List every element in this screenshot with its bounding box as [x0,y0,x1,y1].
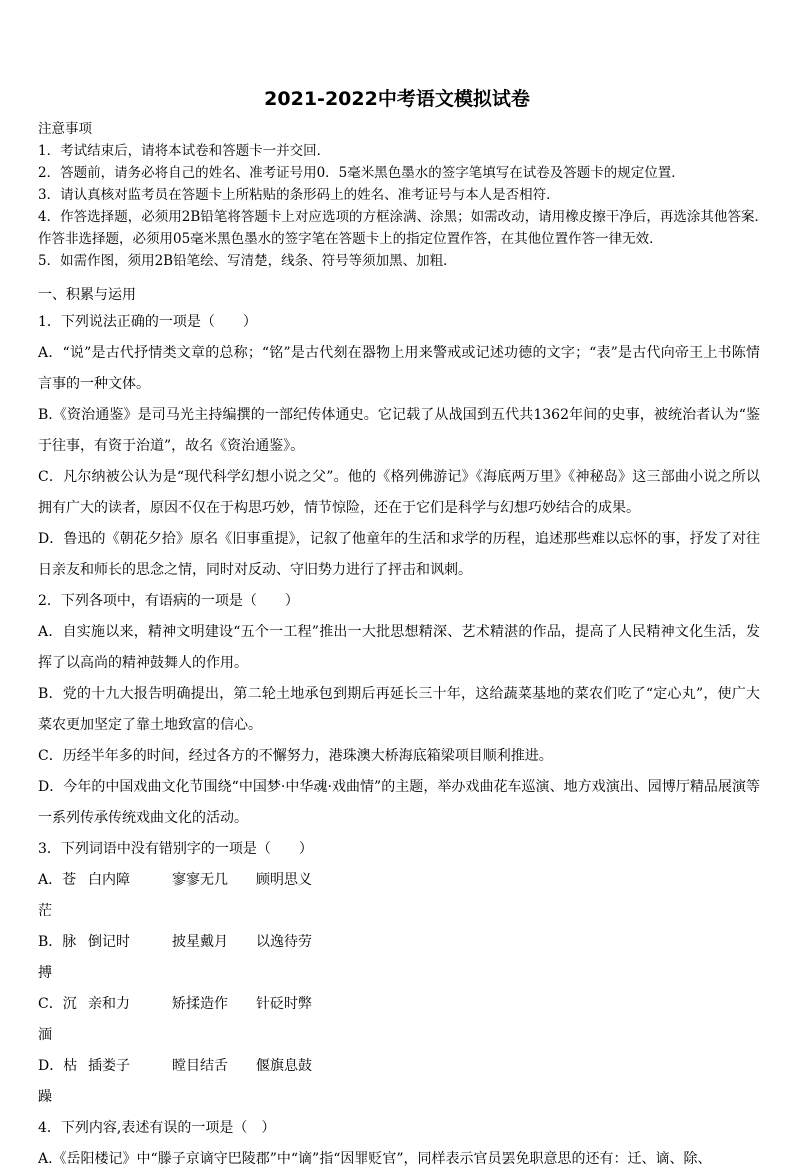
word-item: 顾明思义 [256,872,312,888]
question-option: A．“说”是古代抒情类文章的总称；“铭”是古代刻在器物上用来警戒或记述功德的文字；“表”是古代向帝王上书陈情言事的一种文体。 [38,345,760,392]
question-option: A．自实施以来，精神文明建设“五个一工程”推出一大批思想精深、艺术精湛的作品，提高了人民精神文化生活，发挥了以高尚的精神鼓舞人的作用。 [38,624,760,671]
section-heading: 一、积累与运用 [38,287,136,303]
word-option-label: B．脉搏 [38,934,77,981]
question-option: D．鲁迅的《朝花夕拾》原名《旧事重提》，记叙了他童年的生活和求学的历程，追述那些难以忘怀的事，抒发了对往日亲友和师长的思念之情，同时对反动、守旧势力进行了抨击和讽刺。 [38,531,760,578]
word-item: 针砭时弊 [256,996,312,1012]
word-item: 披星戴月 [172,934,228,950]
question-stem: 4．下列内容,表述有误的一项是（ ） [38,1120,276,1136]
word-item: 偃旗息鼓 [256,1058,312,1074]
question-option: B.《资治通鉴》是司马光主持编撰的一部纪传体通史。它记载了从战国到五代共1362年间的史事，被统治者认为“鉴于往事，有资于治道”，故名《资治通鉴》。 [38,407,760,454]
word-option-label: D．枯躁 [38,1058,78,1105]
notice-item: 3．请认真核对监考员在答题卡上所粘贴的条形码上的姓名、准考证号与本人是否相符． [38,187,560,203]
word-option-row [38,989,760,1051]
word-option-row [38,865,760,927]
word-item: 倒记时 [88,934,130,950]
question-option: C．凡尔纳被公认为是“现代科学幻想小说之父”。他的《格列佛游记》《海底两万里》《神秘岛》这三部曲小说之所以拥有广大的读者，原因不仅在于构思巧妙，情节惊险，还在于它们是科学与幻想巧妙结合的成果。 [38,469,760,516]
word-option-label: A．苍茫 [38,872,77,919]
word-option-row [38,927,760,989]
question-stem: 3．下列词语中没有错别字的一项是（ ） [38,841,313,857]
notice-heading: 注意事项 [38,121,92,137]
word-item: 瞠目结舌 [172,1058,228,1074]
notice-item: 1．考试结束后，请将本试卷和答题卡一并交回． [38,143,331,159]
notice-block [38,118,768,272]
question-option: C．历经半年多的时间，经过各方的不懈努力，港珠澳大桥海底箱梁项目顺利推进。 [38,748,553,764]
question-option: D．今年的中国戏曲文化节围绕“中国梦·中华魂·戏曲情”的主题，举办戏曲花车巡演、地方戏演出、园博厅精品展演等一系列传承传统戏曲文化的活动。 [38,779,760,826]
question-stem: 2．下列各项中，有语病的一项是（ ） [38,593,299,609]
exam-title: 2021-2022中考语文模拟试卷 [264,88,530,110]
word-item: 以逸待劳 [256,934,312,950]
word-item: 寥寥无几 [172,872,228,888]
word-item: 插娄子 [88,1058,130,1074]
notice-item: 2．答题前，请务必将自己的姓名、准考证号用0．5毫米黑色墨水的签字笔填写在试卷及答题卡的规定位置． [38,165,685,181]
notice-item: 5．如需作图，须用2B铅笔绘、写清楚，线条、符号等须加黑、加粗． [38,253,457,269]
question-option: B．党的十九大报告明确提出，第二轮土地承包到期后再延长三十年，这给蔬菜基地的菜农们吃了“定心丸”，使广大菜农更加坚定了靠土地致富的信心。 [38,686,760,733]
question-option: A.《岳阳楼记》中“滕子京谪守巴陵郡”中“谪”指“因罪贬官”，同样表示官员罢免职意思的还有：迁、谪、除、 [38,1151,712,1167]
word-item: 亲和力 [88,996,130,1012]
word-item: 矫揉造作 [172,996,228,1012]
question-stem: 1．下列说法正确的一项是（ ） [38,314,257,330]
word-item: 白内障 [88,872,130,888]
word-option-label: C．沉湎 [38,996,77,1043]
notice-item: 4．作答选择题，必须用2B铅笔将答题卡上对应选项的方框涂满、涂黑；如需改动，请用橡皮擦干净后，再选涂其他答案．作答非选择题，必须用05毫米黑色墨水的签字笔在答题卡上的指定位置作答，在其他位置作答一律无效． [38,209,768,247]
word-option-row [38,1051,760,1113]
question-content [38,284,760,1175]
